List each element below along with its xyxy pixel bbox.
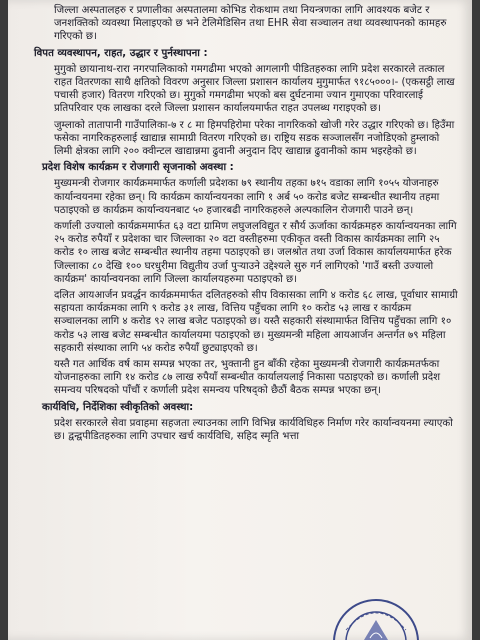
heading-disaster: विपत व्यवस्थापन, राहत, उद्धार र पुर्नस्थापना : — [34, 47, 208, 59]
heading-procedures: कार्यविधि, निर्देशिका स्वीकृतिको अवस्था: — [42, 401, 194, 413]
paragraph-procedures: प्रदेश सरकारले सेवा प्रवाहमा सहजता ल्याउनका लागि विभिन्न कार्यविधिहरु निर्माण गरेर कार्यान्वयनमा ल्याएको छ। द्वन्द्वपीडितहरुका लागि उपचार खर्च कार्यविधि, सहिद स्मृति भत्ता — [54, 417, 453, 443]
paragraph-disaster-2: जुम्लाको तातापानी गाउँपालिका-७ र ८ मा हिमपहिरोमा परेका नागरिकको खोजी गरेर उद्धार गरिएको छ। हिउँमा फसेका नागरिकहरुलाई खाद्यान्न सामाग्री वितरण गरिएको छ। राष्ट्रिय सडक सञ्जालसँग नजोडिएको हुम्लाको लिमी क्षेत्रका लागि २०० क्वीन्टल खाद्यान्नमा ढुवानी अनुदान दिए खाद्यान्न ढुवानीको काम भइरहेको छ। — [54, 119, 455, 158]
paragraph-program-1: मुख्यमन्त्री रोजगार कार्यक्रममार्फत कर्णाली प्रदेशका ७९ स्थानीय तहका ७१५ वडाका लागि १०५५ योजनाहरु कार्यान्वयनमा रहेका छन्। यि कार्यक्रम कार्यान्वयनका लागि १ अर्ब ५० करोड बजेट सम्बन्धीत स्थानीय तहमा पठाइएको छ कार्यक्रम कार्यान्वयनबाट ५० हजारबढी नागरिकहरुले अल्पकालिन रोजगारी पाउने छन्। — [54, 178, 440, 216]
paragraph-program-2: कर्णाली उज्यालो कार्यक्रममार्फत ६३ वटा ग्रामिण लघुजलविद्युत र सौर्य ऊर्जाका कार्यक्रमहरु कार्यान्वयनका लागि २५ करोड रुपैयाँ र प्रदेशका चार जिल्लाका २० वटा वस्तीहरुमा एकीकृत वस्ती विकास कार्यक्रमका लागि २५ करोड १० लाख बजेट सम्बन्धीत स्थानीय तहमा पठाइएको छ। जलश्रोत तथा उर्जा विकास कार्यालयमार्फत हरेक जिल्लाका ८० देखि १०० घरधुरीमा विद्युतीय उर्जा पुऱ्याउने उद्देश्यले सुरु गर्न लागिएको 'गाउँ बस्ती उज्यालो कार्यक्रम' कार्यान्वयनका लागि जिल्ला कार्यालयहरुमा पठाइएको छ। — [54, 221, 457, 285]
paragraph-program-4: यस्तै गत आर्थिक वर्ष काम सम्पन्न भएका तर, भुक्तानी हुन बाँकी रहेका मुख्यमन्त्री रोजगारी कार्यक्रमतर्फका योजनाहरुका लागि १४ करोड ८७ लाख रुपैयाँ सम्बन्धीत कार्यालयलाई निकासा पठाइएको छ। कर्णाली प्रदेश समन्वय परिषदको पाँचौं र कर्णाली प्रदेश समन्वय परिषद्को छैठौं बैठक सम्पन्न भएका छन्। — [54, 359, 441, 397]
paragraph-disaster-1: मुगुको छायानाथ-रारा नगरपालिकाको गमगढीमा भएको आगलागी पीडितहरुका लागि प्रदेश सरकारले तत्काल राहत वितरणका साथै क्षतिको विवरण अनुसार जिल्ला प्रशासन कार्यालय मुगुमार्फत ९१८५०००।- (एकसट्ठी लाख पचासी हजार) वितरण गरिएको छ। मुगुको गमगढीमा भएको बस दुर्घटनामा ज्यान गुमाएका परिवारलाई प्रतिपरिवार एक लाखका दरले जिल्ला प्रशासन कार्यालयमार्फत राहत उपलब्ध गराइएको छ। — [54, 63, 455, 115]
government-seal-icon — [324, 590, 428, 640]
paragraph-intro: जिल्ला अस्पतालहरु र प्रणालीका अस्पतालमा कोभिड रोकथाम तथा नियन्त्रणका लागि आवश्यक बजेट र जनशक्तिको व्यवस्था मिलाइएको छ भने टेलिमेडिसिन तथा EHR सेवा सञ्चालन तथा व्यवस्थापनको कामहरु गरिएको छ। — [54, 5, 447, 43]
document-page — [8, 0, 472, 640]
heading-special-program: प्रदेश विशेष कार्यक्रम र रोजगारी सृजनाको अवस्था : — [42, 162, 234, 174]
paragraph-program-3: दलित आयआर्जन प्रवर्द्धन कार्यक्रममार्फत दलितहरुको सीप विकासका लागि ४ करोड ६८ लाख, पूर्वाधार सामाग्री सहायता कार्यक्रमका लागि ९ करोड ३१ लाख, वित्तिय पहुँचका लागि १० करोड ५३ लाख र कार्यक्रम सञ्चालनका लागि ४ करोड ९२ लाख बजेट पठाइएको छ। यस्तै सहकारी संस्थामार्फत वित्तिय पहुँचका लागि १० करोड ५३ लाख बजेट सम्बन्धीत कार्यालयमा पठाइएको छ। मुख्यमन्त्री महिला आयआर्जन अन्तर्गत ७९ महिला सहकारी संस्थाका लागि ५४ करोड रुपैयाँ छुट्याइएको छ। — [54, 290, 458, 354]
document-text — [34, 4, 458, 446]
